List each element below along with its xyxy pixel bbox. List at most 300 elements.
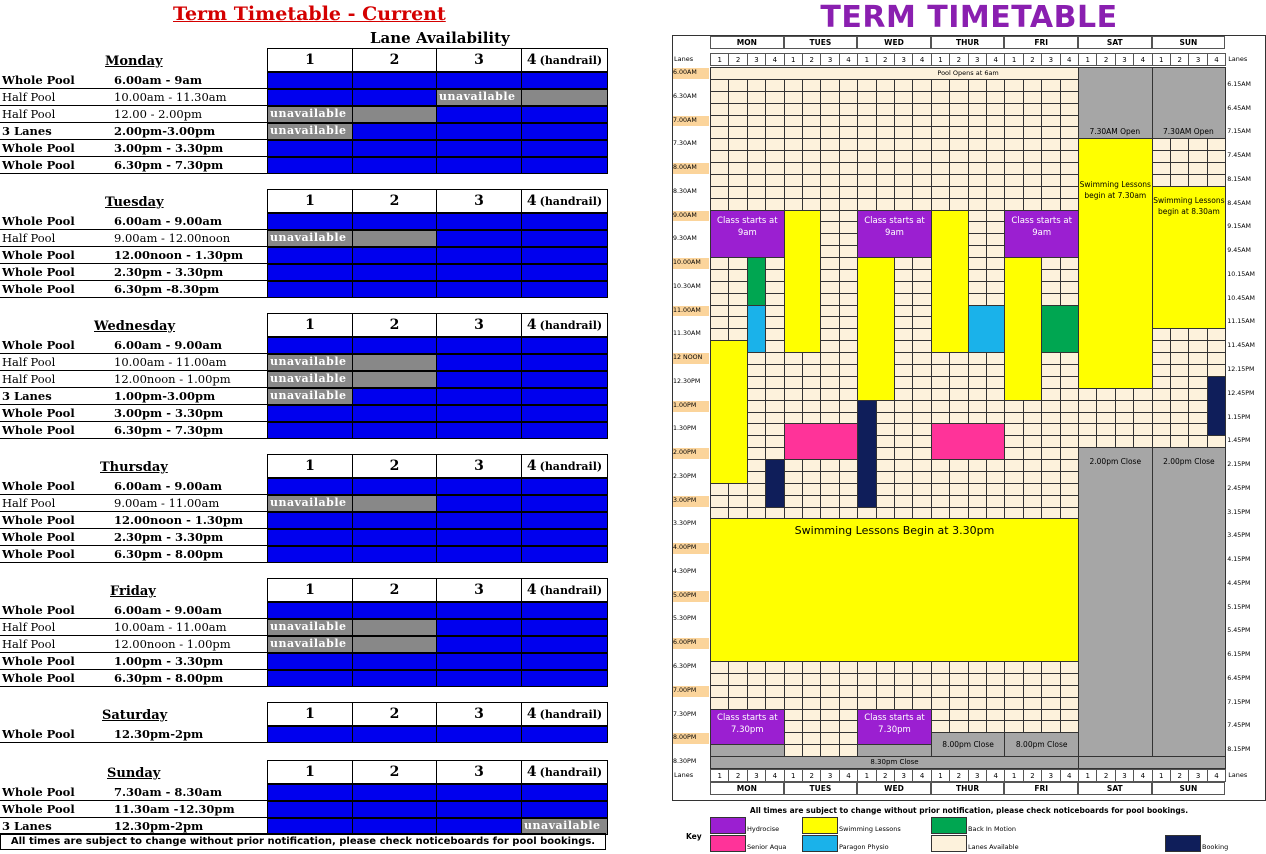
lane-available (267, 140, 353, 157)
lane-available (436, 670, 522, 687)
session-time: 12.30pm-2pm (114, 727, 204, 741)
lane-number: 2 (389, 706, 400, 722)
session-time: 2.30pm - 3.30pm (114, 264, 224, 279)
top-day-sun: SUN (1152, 36, 1226, 49)
lane-unavailable: unavailable (436, 89, 522, 106)
bottom-lane-number: 4 (912, 769, 931, 782)
mon-lessons-morning (784, 210, 822, 354)
session-type: Whole Pool (2, 546, 75, 561)
schedule-row (0, 726, 267, 743)
top-lane-number: 2 (728, 53, 747, 66)
lane-number: 1 (305, 764, 315, 780)
lane-available (436, 140, 522, 157)
session-type: Half Pool (2, 106, 56, 121)
lane-header-1 (267, 189, 353, 213)
lane-available (352, 337, 437, 354)
schedule-row (0, 422, 267, 439)
top-lane-number: 4 (1207, 53, 1226, 66)
bottom-lane-number: 3 (968, 769, 987, 782)
top-lane-number: 2 (876, 53, 895, 66)
bottom-lane-number: 3 (1041, 769, 1060, 782)
lane-available (436, 213, 522, 230)
time-label-right: 7.15AM (1227, 128, 1251, 136)
sun-closed-afternoon: 2.00pm Close (1152, 447, 1227, 769)
handrail-note: (handrail) (539, 583, 603, 597)
lane-header-2 (352, 189, 437, 213)
lane-available (267, 653, 353, 670)
time-label-right: 2.45PM (1227, 484, 1251, 492)
time-label-left: 4.30PM (673, 567, 709, 578)
session-type: 3 Lanes (2, 123, 52, 138)
lane-available (436, 264, 522, 281)
session-time: 9.00am - 12.00noon (114, 230, 231, 245)
time-label-left: 1.30PM (673, 424, 709, 435)
lane-available (521, 264, 608, 281)
lane-header-4 (521, 578, 608, 602)
lane-number: 1 (305, 458, 315, 474)
lane-unavailable (352, 619, 437, 636)
session-type: Whole Pool (2, 405, 75, 420)
sun-lessons: Swimming Lessons begin at 8.30am (1152, 186, 1227, 330)
time-label-left: 2.30PM (673, 472, 709, 483)
lane-available (352, 264, 437, 281)
lane-available (436, 784, 522, 801)
lane-available (436, 388, 522, 405)
legend-label: Paragon Physio (839, 843, 889, 851)
lane-available (436, 602, 522, 619)
session-type: Whole Pool (2, 73, 75, 87)
lane-available (436, 636, 522, 653)
time-label-left: 11.00AM (673, 306, 709, 317)
lane-available (352, 89, 437, 106)
lane-header-4 (521, 454, 608, 478)
lane-available (436, 529, 522, 546)
schedule-row (0, 801, 267, 818)
top-lanes-label-right: Lanes (1228, 55, 1248, 63)
left-footer-note: All times are subject to change without prior notification, please check noticeboards for pool bookings. (0, 833, 606, 850)
legend-label: Lanes Available (968, 843, 1019, 851)
pool-opens-row: Pool Opens at 6am (710, 67, 1226, 80)
lane-available (436, 726, 522, 743)
time-label-left: 12 NOON (673, 353, 709, 364)
lane-available (436, 405, 522, 422)
lane-header-1 (267, 578, 353, 602)
sat-open-note: 7.30AM Open (1089, 127, 1141, 137)
lane-number: 1 (305, 52, 315, 68)
session-time: 2.00pm-3.00pm (114, 123, 216, 138)
lane-header-4 (521, 189, 608, 213)
session-type: Whole Pool (2, 653, 75, 668)
lane-available (436, 354, 522, 371)
session-type: Whole Pool (2, 785, 75, 799)
bottom-lane-number: 4 (839, 769, 858, 782)
schedule-row (0, 636, 267, 653)
lane-number: 1 (305, 193, 315, 209)
lane-header-3 (436, 313, 522, 337)
lane-available (436, 801, 522, 818)
lane-available (267, 72, 353, 89)
schedule-row (0, 784, 267, 801)
session-time: 1.00pm-3.00pm (114, 388, 216, 403)
lane-available (267, 478, 353, 495)
time-label-right: 12.15PM (1227, 366, 1255, 373)
lane-available (267, 726, 353, 743)
lane-available (521, 653, 608, 670)
lane-available (521, 157, 608, 174)
bottom-lane-number: 2 (876, 769, 895, 782)
top-lane-number: 1 (1078, 53, 1097, 66)
lane-header-2 (352, 702, 437, 726)
time-label-left: 5.00PM (673, 591, 709, 602)
session-time: 3.00pm - 3.30pm (114, 140, 224, 155)
session-type: Whole Pool (2, 140, 75, 155)
bottom-lane-number: 2 (1096, 769, 1115, 782)
lane-header-1 (267, 313, 353, 337)
time-label-left: 8.30PM (673, 757, 709, 768)
hydrocise-class-9am: Class starts at 9am (857, 210, 932, 259)
lane-header-4 (521, 702, 608, 726)
schedule-row (0, 619, 267, 636)
lane-unavailable: unavailable (267, 495, 353, 512)
top-day-wed: WED (857, 36, 931, 49)
bottom-lanes-label-right: Lanes (1228, 770, 1248, 779)
time-label-left: 6.00AM (673, 68, 709, 79)
lane-available (267, 512, 353, 529)
session-time: 11.30am -12.30pm (114, 801, 235, 816)
lane-available (436, 512, 522, 529)
bottom-lane-number: 1 (857, 769, 876, 782)
lane-header-1 (267, 702, 353, 726)
bottom-day-sun: SUN (1152, 782, 1226, 795)
time-label-left: 10.30AM (673, 282, 709, 293)
lane-available (267, 546, 353, 563)
schedule-row (0, 653, 267, 670)
lane-available (352, 213, 437, 230)
session-time: 6.00am - 9.00am (114, 479, 223, 493)
time-label-left: 6.30AM (673, 92, 709, 103)
session-type: Half Pool (2, 354, 56, 369)
schedule-row (0, 670, 267, 687)
top-lane-number: 1 (1152, 53, 1171, 66)
lane-available (521, 512, 608, 529)
sat-lessons: Swimming Lessons begin at 7.30am (1078, 138, 1153, 388)
lane-header-3 (436, 702, 522, 726)
afternoon-lessons: Swimming Lessons Begin at 3.30pm (710, 518, 1079, 662)
session-time: 6.30pm - 8.00pm (114, 670, 224, 685)
lane-unavailable: unavailable (267, 388, 353, 405)
time-label-right: 4.45PM (1227, 579, 1251, 587)
top-lane-number: 4 (1060, 53, 1079, 66)
bottom-lane-number: 3 (1115, 769, 1134, 782)
lane-number: 3 (474, 582, 484, 598)
thu-closed: 8.00pm Close (931, 732, 1006, 757)
top-day-sat: SAT (1078, 36, 1152, 49)
time-label-left: 7.00PM (673, 686, 709, 697)
lane-available (267, 337, 353, 354)
lane-available (436, 106, 522, 123)
lane-available (267, 213, 353, 230)
top-lane-number: 2 (1170, 53, 1189, 66)
time-label-left: 10.00AM (673, 258, 709, 269)
legend-swatch (802, 835, 838, 852)
top-lane-number: 4 (986, 53, 1005, 66)
lane-header-3 (436, 578, 522, 602)
lane-available (352, 388, 437, 405)
bottom-day-mon: MON (710, 782, 784, 795)
lane-available (352, 123, 437, 140)
bottom-lane-number: 1 (1152, 769, 1171, 782)
session-time: 10.00am - 11.00am (114, 619, 227, 634)
lane-available (436, 422, 522, 439)
top-lane-number: 3 (894, 53, 913, 66)
lane-header-2 (352, 313, 437, 337)
time-label-right: 6.45AM (1227, 104, 1251, 112)
lane-available (436, 123, 522, 140)
bottom-lane-number: 4 (1060, 769, 1079, 782)
legend-swatch (1165, 835, 1201, 852)
thu-lessons (931, 210, 969, 354)
time-label-left: 2.00PM (673, 448, 709, 459)
lane-number: 4 (526, 706, 537, 722)
time-label-left: 9.30AM (673, 234, 709, 245)
schedule-row (0, 247, 267, 264)
day-name: Thursday (100, 460, 168, 475)
term-timetable-panel (672, 0, 1266, 854)
session-type: Half Pool (2, 495, 56, 510)
lane-header-4 (521, 48, 608, 72)
time-label-right: 6.15AM (1227, 80, 1251, 88)
lane-unavailable (352, 495, 437, 512)
time-label-right: 4.15PM (1227, 556, 1251, 564)
handrail-note: (handrail) (539, 53, 603, 67)
lane-header-2 (352, 578, 437, 602)
lane-available (521, 495, 608, 512)
schedule-row (0, 140, 267, 157)
lane-available (267, 281, 353, 298)
session-type: Whole Pool (2, 281, 75, 296)
session-time: 1.00pm - 3.30pm (114, 653, 224, 668)
lane-available (521, 337, 608, 354)
lane-available (352, 157, 437, 174)
lane-number: 3 (474, 52, 484, 68)
time-label-right: 8.45AM (1227, 199, 1251, 207)
session-type: Whole Pool (2, 727, 75, 741)
lane-number: 4 (526, 193, 537, 209)
top-lane-number: 4 (1133, 53, 1152, 66)
bottom-lane-number: 1 (1004, 769, 1023, 782)
session-time: 12.00noon - 1.00pm (114, 636, 231, 651)
time-label-left: 3.30PM (673, 519, 709, 530)
lane-available (521, 670, 608, 687)
time-label-right: 10.45AM (1227, 294, 1255, 302)
sun-open-note: 7.30AM Open (1163, 127, 1214, 137)
lane-available (436, 157, 522, 174)
lane-available (267, 784, 353, 801)
lane-number: 4 (526, 582, 537, 598)
lane-available (521, 529, 608, 546)
key-label: Key (686, 832, 702, 841)
legend-label: Back In Motion (968, 825, 1016, 833)
bottom-lane-number: 2 (728, 769, 747, 782)
lane-number: 4 (526, 764, 537, 780)
lane-available (521, 636, 608, 653)
session-type: Half Pool (2, 619, 56, 634)
lane-available (267, 602, 353, 619)
session-time: 12.00noon - 1.30pm (114, 512, 244, 527)
schedule-row (0, 123, 267, 140)
lane-available (521, 72, 608, 89)
lane-available (352, 670, 437, 687)
time-label-right: 7.45AM (1227, 152, 1251, 160)
top-lane-number: 3 (747, 53, 766, 66)
legend-label: Booking (1202, 843, 1229, 851)
session-time: 6.00am - 9am (114, 73, 203, 87)
lane-available (436, 371, 522, 388)
schedule-row (0, 405, 267, 422)
lane-available (352, 546, 437, 563)
lane-available (352, 405, 437, 422)
lane-available (352, 801, 437, 818)
lane-available (352, 281, 437, 298)
time-label-right: 3.15PM (1227, 508, 1251, 516)
lane-unavailable: unavailable (267, 371, 353, 388)
top-lane-number: 3 (1041, 53, 1060, 66)
schedule-row (0, 388, 267, 405)
lane-unavailable (352, 636, 437, 653)
tue-senior-aqua (784, 423, 859, 460)
top-lane-number: 1 (710, 53, 729, 66)
schedule-row (0, 89, 267, 106)
lane-available (436, 230, 522, 247)
hydrocise-class-9am: Class starts at 9am (1004, 210, 1079, 259)
lane-available (352, 247, 437, 264)
lane-available (521, 478, 608, 495)
right-title: TERM TIMETABLE (820, 0, 1118, 35)
lane-available (521, 726, 608, 743)
bottom-lanes-label: Lanes (674, 770, 694, 779)
lane-available (436, 337, 522, 354)
legend-swatch (710, 817, 746, 834)
fri-lessons (1004, 257, 1042, 401)
lane-available (436, 619, 522, 636)
time-label-right: 6.45PM (1227, 674, 1251, 682)
legend-label: Hydrocise (747, 825, 780, 833)
time-label-right: 11.45AM (1227, 342, 1255, 350)
handrail-note: (handrail) (539, 707, 603, 721)
top-lane-number: 2 (949, 53, 968, 66)
lane-unavailable: unavailable (267, 636, 353, 653)
session-time: 12.00 - 2.00pm (114, 106, 202, 121)
lane-number: 4 (526, 317, 537, 333)
weekend-close-row (1078, 756, 1226, 769)
session-time: 6.00am - 9.00am (114, 338, 223, 352)
time-label-left: 3.00PM (673, 496, 709, 507)
session-time: 9.00am - 11.00am (114, 495, 220, 510)
session-type: 3 Lanes (2, 818, 52, 833)
lane-available (352, 602, 437, 619)
session-type: Whole Pool (2, 801, 75, 816)
session-type: Whole Pool (2, 422, 75, 437)
bottom-lane-number: 2 (1023, 769, 1042, 782)
legend-swatch (931, 817, 967, 834)
lane-available (521, 213, 608, 230)
time-label-left: 9.00AM (673, 211, 709, 222)
session-time: 6.30pm -8.30pm (114, 281, 220, 296)
wed-booking (857, 400, 876, 508)
lane-availability-heading: Lane Availability (370, 29, 510, 47)
lane-header-3 (436, 760, 522, 784)
top-lane-number: 2 (802, 53, 821, 66)
time-label-right: 1.45PM (1227, 437, 1251, 445)
time-label-left: 6.30PM (673, 662, 709, 673)
mon-lessons-afternoon (710, 340, 748, 484)
lane-number: 1 (305, 582, 315, 598)
session-type: Half Pool (2, 89, 56, 104)
top-lane-number: 2 (1096, 53, 1115, 66)
lane-available (352, 726, 437, 743)
bottom-lane-number: 2 (802, 769, 821, 782)
session-time: 12.30pm-2pm (114, 818, 204, 833)
top-lane-number: 4 (765, 53, 784, 66)
time-label-left: 4.00PM (673, 543, 709, 554)
handrail-note: (handrail) (539, 765, 603, 779)
lane-available (267, 422, 353, 439)
lane-available (352, 422, 437, 439)
lane-available (267, 670, 353, 687)
session-time: 10.00am - 11.30am (114, 89, 227, 104)
bottom-lane-number: 3 (1188, 769, 1207, 782)
lane-available (352, 653, 437, 670)
lane-available (436, 478, 522, 495)
bottom-lane-number: 1 (931, 769, 950, 782)
bottom-day-sat: SAT (1078, 782, 1152, 795)
session-type: Whole Pool (2, 603, 75, 617)
lane-available (521, 230, 608, 247)
legend-swatch (710, 835, 746, 852)
lane-unavailable (352, 354, 437, 371)
time-label-left: 5.30PM (673, 614, 709, 625)
mon-paragon-physio (747, 305, 766, 354)
hydrocise-class-730pm: Class starts at 7.30pm (857, 709, 932, 746)
schedule-row (0, 529, 267, 546)
top-lane-number: 1 (857, 53, 876, 66)
lane-available (521, 247, 608, 264)
left-title: Term Timetable - Current (173, 3, 446, 25)
time-label-right: 7.15PM (1227, 698, 1251, 706)
mon-booking (765, 459, 784, 508)
hydrocise-class-9am: Class starts at 9am (710, 210, 785, 259)
bottom-day-tues: TUES (784, 782, 858, 795)
top-lane-number: 3 (820, 53, 839, 66)
time-label-right: 9.15AM (1227, 223, 1251, 231)
legend-label: Senior Aqua (747, 843, 787, 851)
lane-number: 3 (474, 193, 484, 209)
top-lane-number: 2 (1023, 53, 1042, 66)
bottom-lane-number: 2 (1170, 769, 1189, 782)
session-type: Half Pool (2, 371, 56, 386)
time-label-left: 8.30AM (673, 187, 709, 198)
time-label-left: 7.30AM (673, 139, 709, 150)
session-type: Half Pool (2, 230, 56, 245)
session-type: Whole Pool (2, 214, 75, 228)
schedule-row (0, 264, 267, 281)
lane-available (352, 784, 437, 801)
handrail-note: (handrail) (539, 194, 603, 208)
schedule-row (0, 371, 267, 388)
lane-available (436, 72, 522, 89)
lane-header-3 (436, 48, 522, 72)
close-830-row: 8.30pm Close (710, 756, 1079, 769)
